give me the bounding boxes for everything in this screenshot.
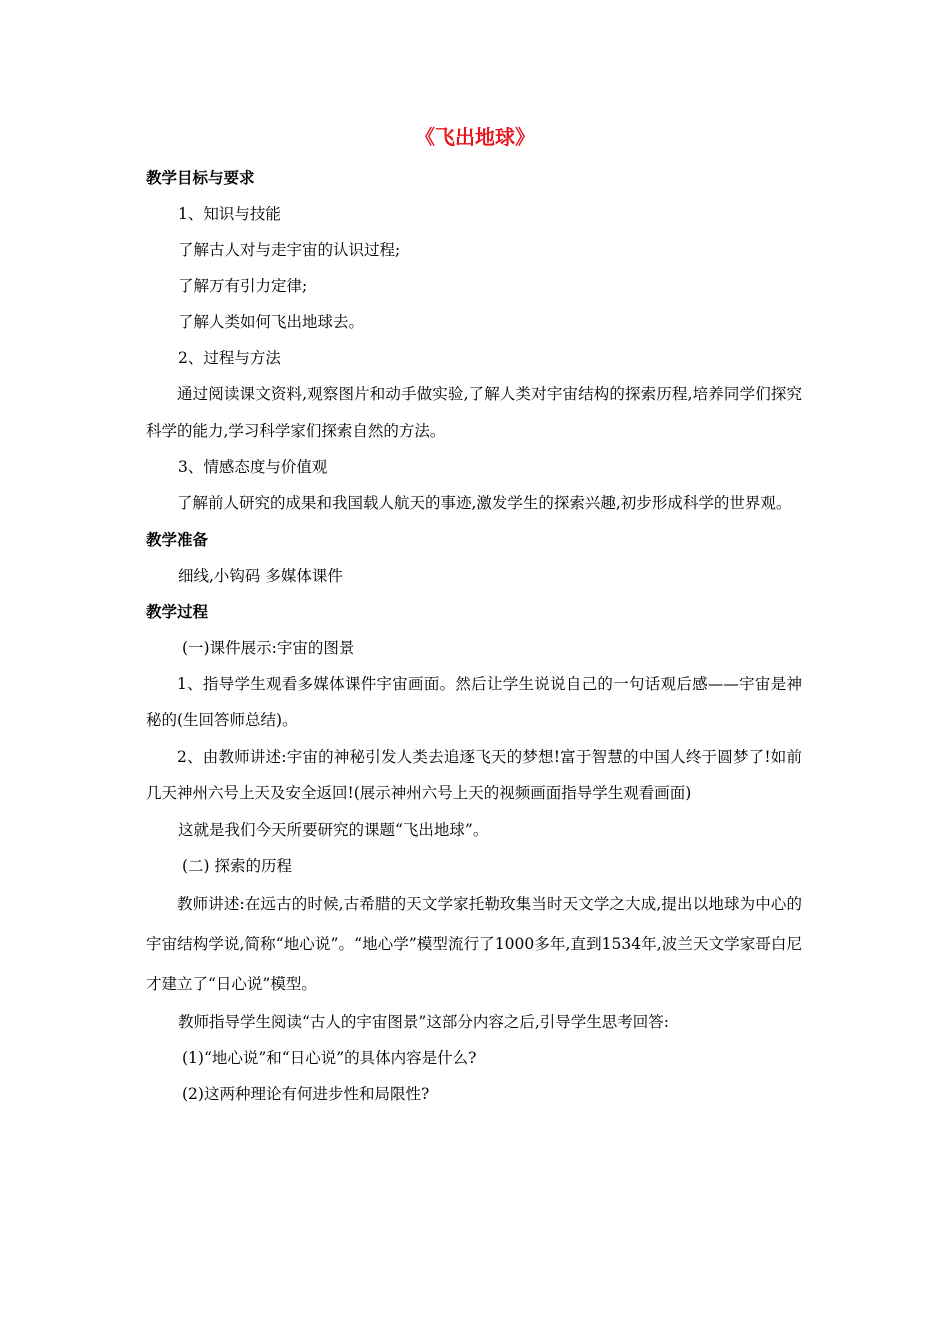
part1-paragraph-1: 1、指导学生观看多媒体课件宇宙画面。然后让学生说说自己的一句话观后感——宇宙是神秘的(生回答师总结)。 — [146, 674, 802, 729]
part2-heading: (二) 探索的历程 — [182, 856, 293, 875]
part1-paragraph-3: 这就是我们今天所要研究的课题“飞出地球”。 — [178, 820, 489, 839]
document-title: 《飞出地球》 — [415, 125, 535, 149]
part1-paragraph-2: 2、由教师讲述:宇宙的神秘引发人类去追逐飞天的梦想!富于智慧的中国人终于圆梦了!如前几天神州六号上天及安全返回!(展示神州六号上天的视频画面指导学生观看画面) — [146, 747, 802, 802]
document-body — [146, 160, 802, 1112]
part2-question-2: (2)这两种理论有何进步性和局限性? — [182, 1084, 430, 1103]
goal3-text: 了解前人研究的成果和我国载人航天的事迹,激发学生的探索兴趣,初步形成科学的世界观。 — [177, 494, 792, 512]
goal2-heading: 2、过程与方法 — [178, 349, 281, 367]
part2-question-1: (1)“地心说”和“日心说”的具体内容是什么? — [182, 1048, 477, 1067]
part2-paragraph-1: 教师讲述:在远古的时候,古希腊的天文学家托勒玫集当时天文学之大成,提出以地球为中心的宇宙结构学说,简称“地心说”。“地心学”模型流行了1000多年,直到1534年,波兰天文学家哥白尼才建立了“日心说”模型。 — [146, 894, 802, 993]
part2-paragraph-2: 教师指导学生阅读“古人的宇宙图景”这部分内容之后,引导学生思考回答: — [178, 1012, 669, 1031]
goal1-heading: 1、知识与技能 — [178, 205, 281, 223]
prep-heading: 教学准备 — [146, 529, 209, 549]
goal1-item-3: 了解人类如何飞出地球去。 — [178, 313, 365, 331]
part1-heading: (一)课件展示:宇宙的图景 — [182, 638, 355, 657]
goals-heading: 教学目标与要求 — [146, 168, 255, 187]
goal3-heading: 3、情感态度与价值观 — [178, 458, 328, 476]
goal2-text: 通过阅读课文资料,观察图片和动手做实验,了解人类对宇宙结构的探索历程,培养同学们探究科学的能力,学习科学家们探索自然的方法。 — [146, 385, 802, 440]
goal1-item-2: 了解万有引力定律; — [178, 277, 308, 295]
goal1-item-1: 了解古人对与走宇宙的认识过程; — [178, 241, 401, 259]
prep-text: 细线,小钩码 多媒体课件 — [178, 566, 343, 585]
process-heading: 教学过程 — [146, 601, 209, 621]
